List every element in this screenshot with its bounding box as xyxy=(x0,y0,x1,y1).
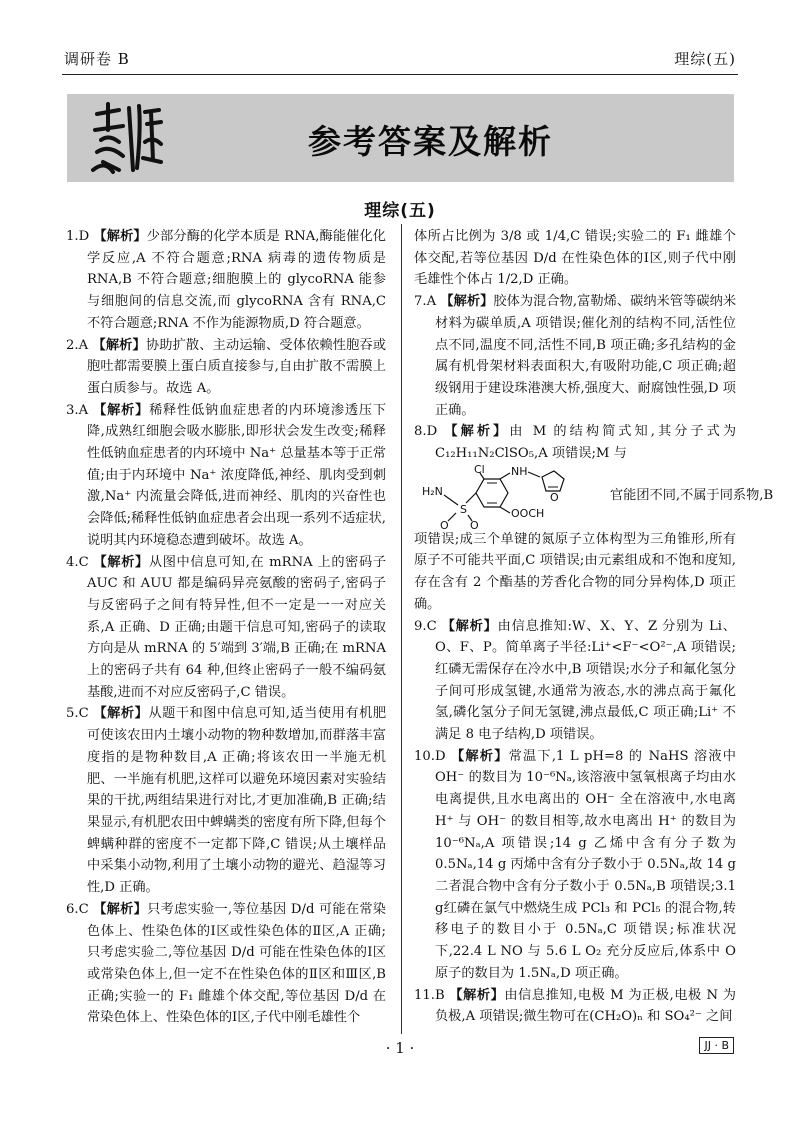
answer-text: 由 M 的结构简式知,其分子式为 C₁₂H₁₁N₂ClSO₅,A 项错误;M 与 xyxy=(435,424,737,462)
answer-text: 稀释性低钠血症患者的内环境渗透压下降,成熟红细胞会吸水膨胀,即形状会发生改变;稀释性低钠血症患者的内环境中 Na⁺ 总量基本等于正常值;由于内环境中 Na⁺ 浓度降低,神经、肌肉受到刺激,Na⁺ 内流量会降低,进而神经、肌肉的兴奋性也会降低;稀释性低钠血症患者会出现一系列不适症状,说明其内环境稳态遭到破坏。故选 A。 xyxy=(87,402,387,548)
banner-title: 参考答案及解析 xyxy=(308,122,553,161)
section-subtitle: 理综(五) xyxy=(364,201,436,221)
answer-text: 从图中信息可知,在 mRNA 上的密码子 AUC 和 AUU 都是编码异亮氨酸的密码子,密码子与反密码子之间有特异性,但不一定是一一对应关系,A 正确、D 正确;由题干信息可知,密码子的读取方向是从 mRNA 的 5′端到 3′端,B 正确;在 mRNA 上的密码子共有 64 种,但终止密码子一般不编码氨基酸,进而不对应反密码子,C 错误。 xyxy=(87,554,387,700)
answer-text: 从题干和图中信息可知,适当使用有机肥可使该农田内土壤小动物的物种数增加,而群落丰富度指的是物种数目,A 正确;将该农田一半施无机肥、一半施有机肥,这样可以避免环境因素对实验结果的干扰,两组结果进行对比,才更加准确,B 正确;结果显示,有机肥农田中蜱螨类的密度有所下降,但每个蜱螨种群的密度不一定都下降,C 错误;从土壤样品中采集小动物,利用了土壤小动物的避光、趋湿等习性,D 正确。 xyxy=(87,706,387,896)
analysis-tag: 【解析】 xyxy=(444,424,510,440)
answer-text: 官能团不同,不属于同系物,B xyxy=(610,487,774,503)
analysis-tag: 【解析】 xyxy=(93,901,148,917)
answer-text: 由信息推知:W、X、Y、Z 分别为 Li、O、F、P。简单离子半径:Li⁺<F⁻<O²⁻,A 项错误;红磷无需保存在冷水中,B 项错误;水分子和氟化氢分子间可形成氢键,水通常为液态,水的沸点高于氟化氢,磷化氢分子间无氢键,沸点最低,C 项正确;Li⁺ 不满足 8 电子结构,D 项错误。 xyxy=(435,618,736,743)
formate-ester-label: OOCH xyxy=(511,506,545,520)
answer-number: 7.A xyxy=(414,294,437,310)
molecule-diagram xyxy=(422,465,612,529)
analysis-tag: 【解析】 xyxy=(450,748,509,764)
analysis-tag: 【解析】 xyxy=(93,706,149,722)
analysis-tag: 【解析】 xyxy=(93,229,147,244)
answer-number: 1.D xyxy=(66,229,90,244)
answer-text: 少部分酶的化学本质是 RNA,酶能催化化学反应,A 不符合题意;RNA 病毒的遗传物质是 RNA,B 不符合题意;细胞膜上的 glycoRNA 能参与细胞间的信息交流,而 glycoRNA 含有 RNA,C 不符合题意;RNA 不作为能源物质,D 符合题意。 xyxy=(87,229,386,331)
paper-code-badge: JJ · B xyxy=(699,1037,734,1054)
amine-label: NH xyxy=(511,464,528,478)
answer-item xyxy=(66,400,386,552)
answer-item xyxy=(414,291,736,421)
answer-item xyxy=(414,421,736,464)
answer-text: 项错误;成三个单键的氮原子立体构型为三角锥形,所有原子不可能共平面,C 项错误;由元素组成和不饱和度知,存在含有 2 个酯基的芳香化合物的同分异构体,D 项正确。 xyxy=(414,531,736,612)
sulfonyl-oxygen-label: O xyxy=(470,518,479,529)
answer-item xyxy=(414,616,736,746)
answer-item xyxy=(66,226,386,335)
exam-name: 调研卷 B xyxy=(64,50,130,68)
right-column xyxy=(414,226,774,1028)
analysis-tag: 【解析】 xyxy=(93,402,150,418)
answer-item xyxy=(66,703,386,898)
answer-text: 由信息推知,电极 M 为正极,电极 N 为负极,A 项错误;微生物可在(CH₂O)ₙ 和 SO₄²⁻ 之间 xyxy=(435,987,736,1025)
amino-label: H₂N xyxy=(422,484,443,498)
continued-text: 体所占比例为 3/8 或 1/4,C 错误;实验二的 F₁ 雌雄个体交配,若等位基因 D/d 在性染色体的Ⅰ区,则子代中刚毛雄性个体占 1/2,D 正确。 xyxy=(414,229,736,288)
answer-item xyxy=(414,985,736,1028)
answer-number: 6.C xyxy=(66,901,89,917)
answer-item xyxy=(66,552,386,704)
answer-number: 5.C xyxy=(66,706,89,722)
chlorine-label: Cl xyxy=(474,464,485,476)
answer-item xyxy=(414,746,736,985)
answer-number: 10.D xyxy=(414,748,446,764)
answer-text: 协助扩散、主动运输、受体依赖性胞吞或胞吐都需要膜上蛋白质直接参与,自由扩散不需膜上蛋白质参与。故选 A。 xyxy=(87,337,387,396)
answer-item xyxy=(66,899,386,1029)
left-column xyxy=(66,226,386,1029)
sulfonyl-oxygen-label: O xyxy=(440,518,449,529)
answer-number: 8.D xyxy=(414,424,438,440)
column-divider xyxy=(401,224,402,1034)
analysis-tag: 【解析】 xyxy=(440,294,494,310)
title-banner xyxy=(67,94,734,182)
answer-number: 3.A xyxy=(66,402,89,418)
analysis-tag: 【解析】 xyxy=(449,987,505,1003)
answer-number: 9.C xyxy=(414,618,437,634)
answer-number: 11.B xyxy=(414,987,445,1003)
page-number: · 1 · xyxy=(385,1039,415,1057)
subject-name: 理综(五) xyxy=(674,50,736,68)
answer-item xyxy=(66,335,386,400)
analysis-tag: 【解析】 xyxy=(441,618,498,634)
page-header xyxy=(62,46,738,75)
structural-formula xyxy=(414,464,774,529)
furan-oxygen-label: O xyxy=(550,490,559,504)
analysis-tag: 【解析】 xyxy=(92,337,146,353)
answer-number: 2.A xyxy=(66,337,89,353)
answer-text: 胶体为混合物,富勒烯、碳纳米管等碳纳米材料为碳单质,A 项错误;催化剂的结构不同,活性位点不同,温度不同,活性不同,B 项正确;多孔结构的金属有机骨架材料表面积大,有吸附功能,C 项正确;超级钢用于建设珠港澳大桥,强度大、耐腐蚀性强,D 项正确。 xyxy=(435,294,737,418)
sulfur-label: S xyxy=(460,502,467,516)
answer-text: 常温下,1 L pH=8 的 NaHS 溶液中 OH⁻ 的数目为 10⁻⁶Nₐ,该溶液中氢氧根离子均由水电离提供,且水电离出的 OH⁻ 全在溶液中,水电离 H⁺ 与 OH⁻ 的数目相等,故水电离出 H⁺ 的数目为 10⁻⁶Nₐ,A 项错误;14 g 乙烯中含有分子数为 0.5Nₐ,14 g 丙烯中含有分子数小于 0.5Nₐ,故 14 g 二者混合物中含有分子数小于 0.5Nₐ,B 项错误;3.1 g红磷在氯气中燃烧生成 PCl₃ 和 PCl₅ 的混合物,转移电子的数目小于 0.5Nₐ,C 项错误;标准状况下,22.4 L NO 与 5.6 L O₂ 充分反应后,体系中 O 原子的数目为 1.5Nₐ,D 项正确。 xyxy=(435,748,736,981)
answer-text: 只考虑实验一,等位基因 D/d 可能在常染色体上、性染色体的Ⅰ区或性染色体的Ⅱ区,A 正确;只考虑实验二,等位基因 D/d 可能在性染色体的Ⅰ区或常染色体上,但一定不在性染色体的Ⅱ区和Ⅲ区,B 正确;实验一的 F₁ 雌雄个体交配,等位基因 D/d 在常染色体上、性染色体的Ⅰ区,子代中刚毛雄性个 xyxy=(87,901,386,1026)
answer-number: 4.C xyxy=(66,554,89,570)
analysis-tag: 【解析】 xyxy=(93,554,149,570)
